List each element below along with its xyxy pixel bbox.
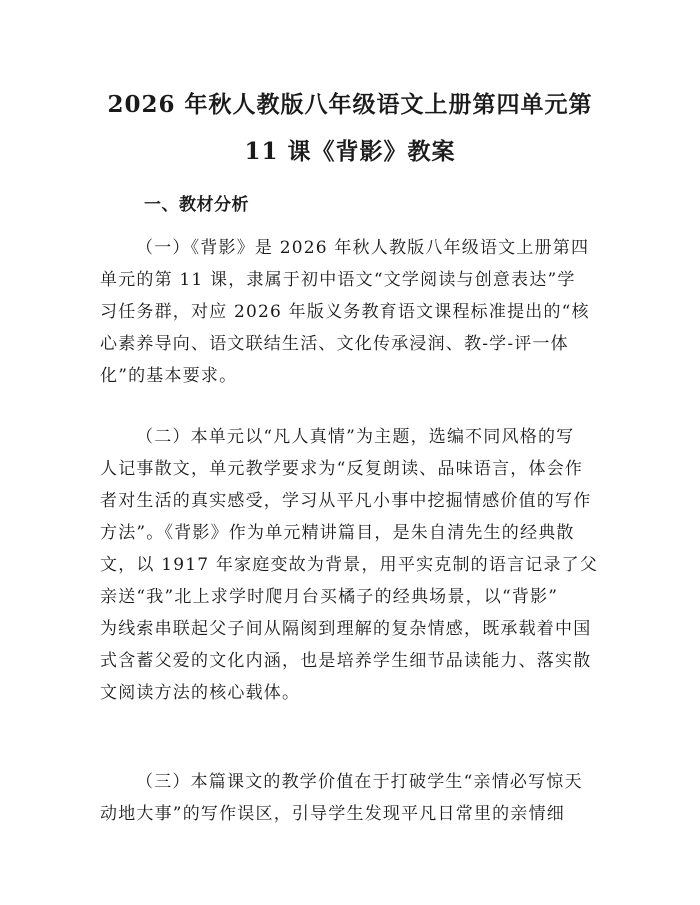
paragraph-line: 单元的第 11 课，隶属于初中语文“文学阅读与创意表达”学 xyxy=(100,270,576,290)
section-heading-textbook-analysis: 一、教材分析 xyxy=(144,195,249,215)
paragraph-line: 方法”。《背影》作为单元精讲篇目，是朱自清先生的经典散 xyxy=(100,523,575,543)
paragraph-line: 为线索串联起父子间从隔阂到理解的复杂情感，既承载着中国 xyxy=(100,619,592,639)
paragraph-line: （三）本篇课文的教学价值在于打破学生“亲情必写惊天 xyxy=(136,772,583,792)
paragraph-3 xyxy=(100,766,600,830)
paragraph-line: 式含蓄父爱的文化内涵，也是培养学生细节品读能力、落实散 xyxy=(100,651,592,671)
paragraph-line: （二）本单元以“凡人真情”为主题，选编不同风格的写 xyxy=(136,427,575,447)
paragraph-2 xyxy=(100,421,600,709)
paragraph-line: 习任务群，对应 2026 年版义务教育语文课程标准提出的“核 xyxy=(100,302,590,322)
document-title-line-2: 11 课《背影》教案 xyxy=(244,138,456,165)
paragraph-line: 亲送“我”北上求学时爬月台买橘子的经典场景，以“背影” xyxy=(100,587,559,607)
paragraph-line: 化”的基本要求。 xyxy=(100,366,238,386)
paragraph-1 xyxy=(100,232,600,392)
paragraph-line: 动地大事”的写作误区，引导学生发现平凡日常里的亲情细 xyxy=(100,804,565,824)
paragraph-line: 者对生活的真实感受，学习从平凡小事中挖掘情感价值的写作 xyxy=(100,491,592,511)
paragraph-line: 文，以 1917 年家庭变故为背景，用平实克制的语言记录了父 xyxy=(100,555,599,575)
paragraph-line: 心素养导向、语文联结生活、文化传承浸润、教-学-评一体 xyxy=(100,334,569,354)
paragraph-line: 人记事散文，单元教学要求为“反复朗读、品味语言，体会作 xyxy=(100,459,584,479)
paragraph-line: （一）《背影》是 2026 年秋人教版八年级语文上册第四 xyxy=(136,238,590,258)
document-title-line-1: 2026 年秋人教版八年级语文上册第四单元第 xyxy=(107,91,593,118)
paragraph-line: 文阅读方法的核心载体。 xyxy=(100,683,301,703)
